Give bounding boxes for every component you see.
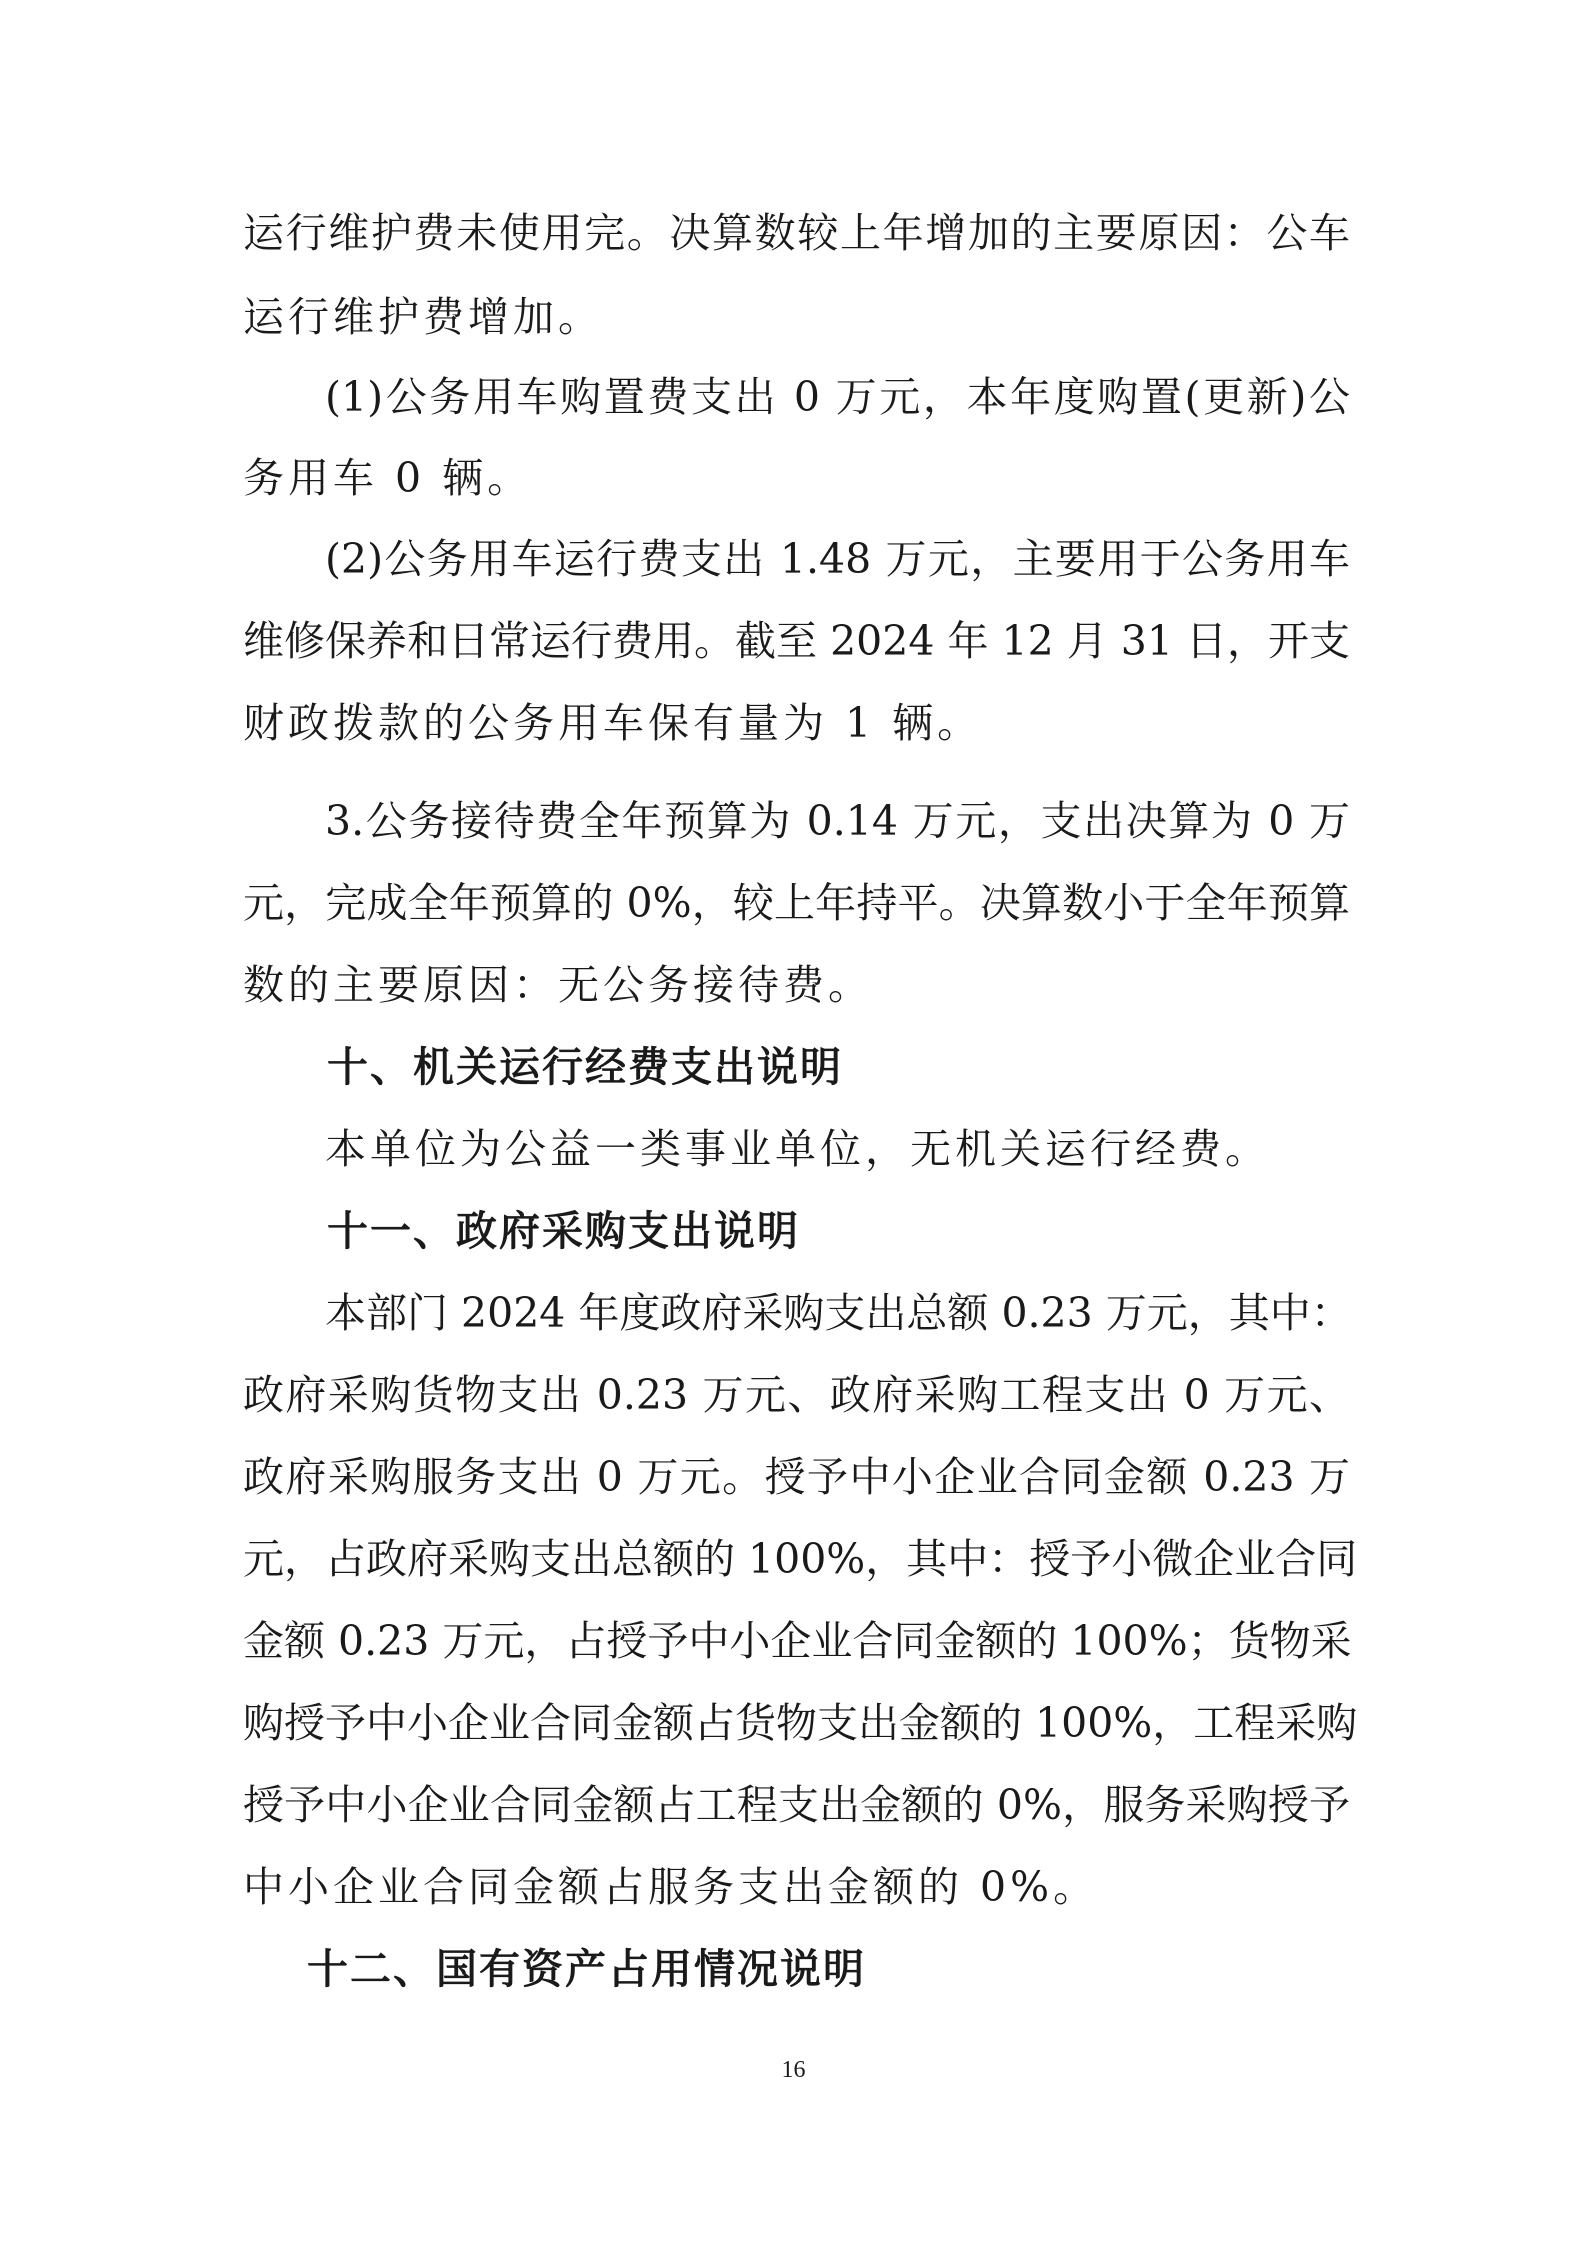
paragraph-line: 元，占政府采购支出总额的 100%，其中：授予小微企业合同 xyxy=(243,1535,1358,1583)
page-number: 16 xyxy=(781,2057,806,2083)
section-heading: 十、机关运行经费支出说明 xyxy=(327,1043,843,1091)
paragraph-line: 政府采购服务支出 0 万元。授予中小企业合同金额 0.23 万 xyxy=(243,1453,1350,1501)
paragraph-line: 维修保养和日常运行费用。截至 2024 年 12 月 31 日，开支 xyxy=(243,617,1350,665)
paragraph-line: 本部门 2024 年度政府采购支出总额 0.23 万元，其中： xyxy=(325,1289,1352,1337)
paragraph-line: 政府采购货物支出 0.23 万元、政府采购工程支出 0 万元、 xyxy=(243,1371,1350,1419)
paragraph-line: (2)公务用车运行费支出 1.48 万元，主要用于公务用车 xyxy=(325,535,1350,583)
section-heading: 十二、国有资产占用情况说明 xyxy=(307,1945,866,1993)
paragraph-line: 运行维护费增加。 xyxy=(243,293,603,341)
paragraph-line: (1)公务用车购置费支出 0 万元，本年度购置(更新)公 xyxy=(325,373,1350,421)
paragraph-line: 财政拨款的公务用车保有量为 1 辆。 xyxy=(243,699,983,747)
paragraph-line: 中小企业合同金额占服务支出金额的 0%。 xyxy=(243,1863,1099,1911)
paragraph-line: 授予中小企业合同金额占工程支出金额的 0%，服务采购授予 xyxy=(243,1781,1350,1829)
paragraph-line: 运行维护费未使用完。决算数较上年增加的主要原因：公车 xyxy=(243,209,1350,257)
paragraph-line: 务用车 0 辆。 xyxy=(243,454,533,502)
paragraph-line: 购授予中小企业合同金额占货物支出金额的 100%，工程采购 xyxy=(243,1699,1358,1747)
paragraph-line: 3.公务接待费全年预算为 0.14 万元，支出决算为 0 万 xyxy=(325,797,1350,845)
paragraph-line: 金额 0.23 万元，占授予中小企业合同金额的 100%；货物采 xyxy=(243,1617,1352,1665)
paragraph-line: 元，完成全年预算的 0%，较上年持平。决算数小于全年预算 xyxy=(243,879,1350,927)
paragraph-line: 本单位为公益一类事业单位，无机关运行经费。 xyxy=(325,1125,1270,1173)
section-heading: 十一、政府采购支出说明 xyxy=(327,1207,800,1255)
paragraph-line: 数的主要原因：无公务接待费。 xyxy=(243,961,873,1009)
